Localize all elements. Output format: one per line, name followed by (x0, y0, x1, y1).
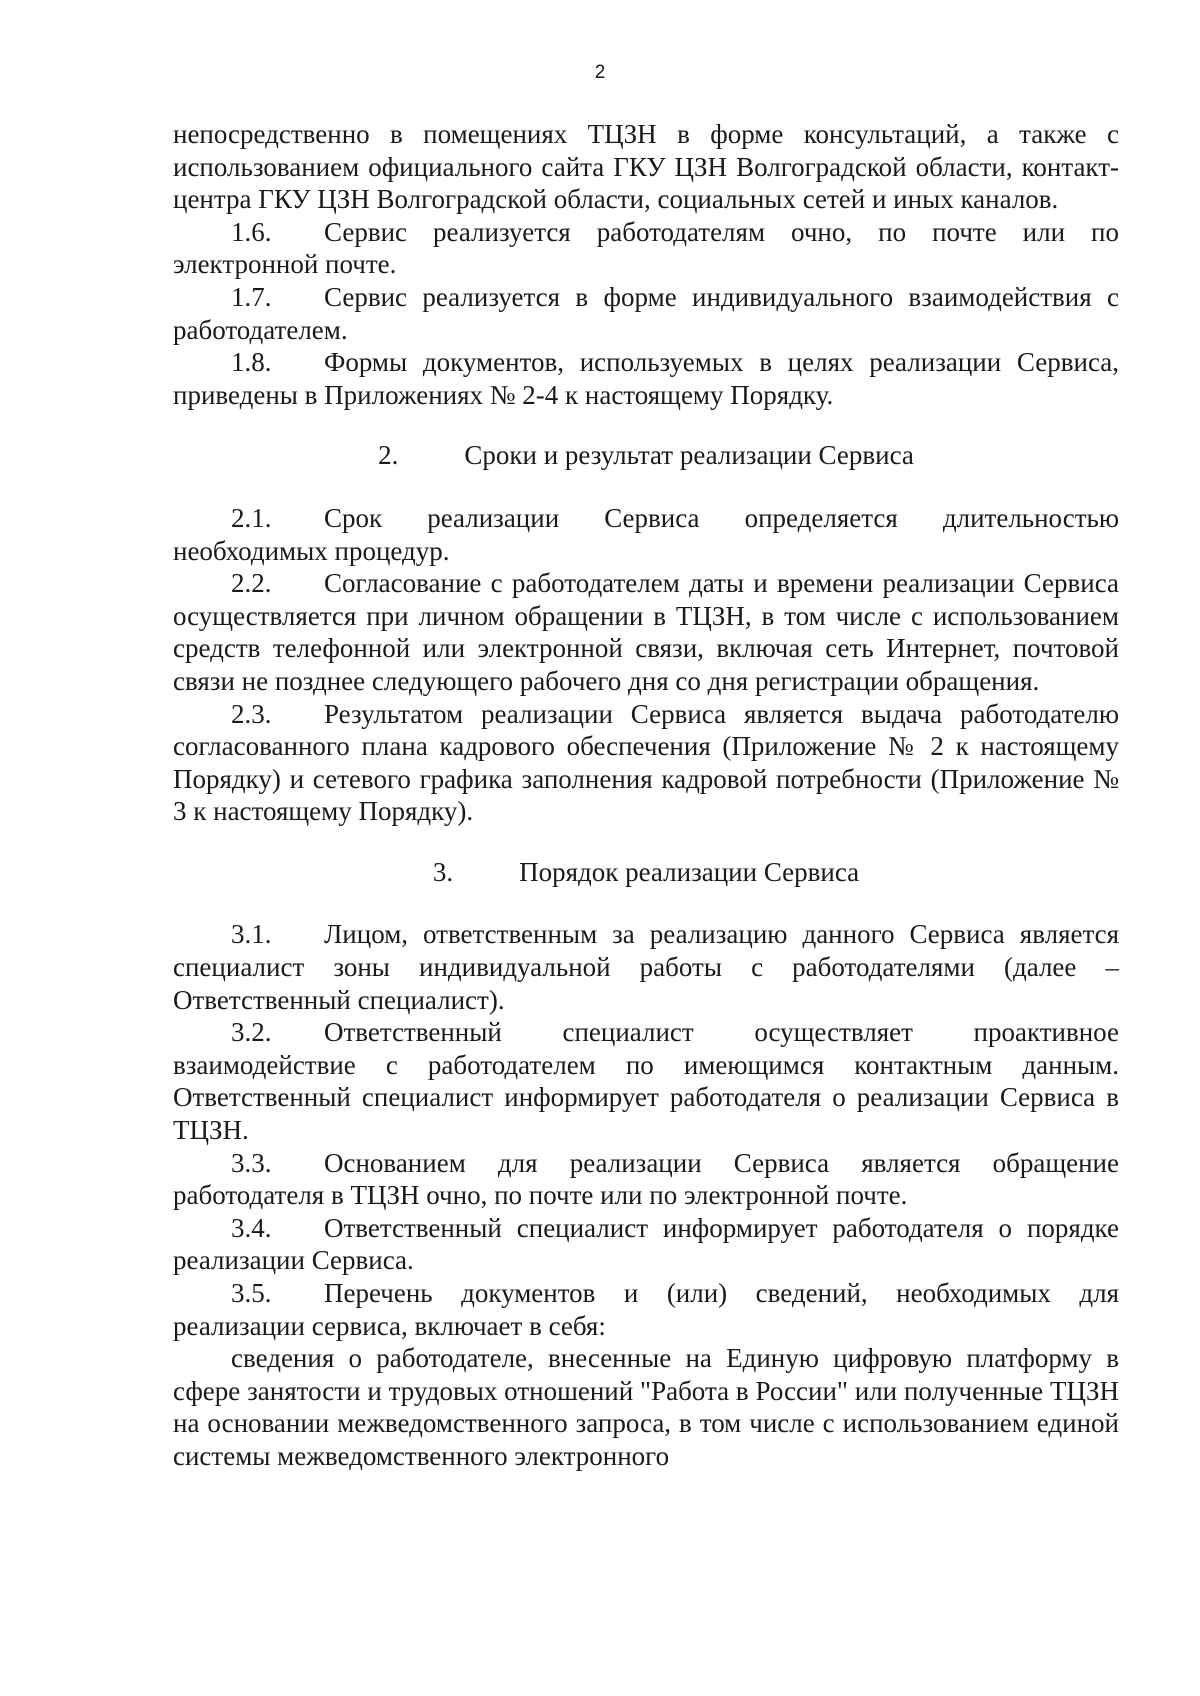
section-heading (173, 856, 1119, 889)
numbered-paragraph (173, 1147, 1119, 1212)
paragraph-number: 3.1. (231, 919, 272, 950)
section-title: Порядок реализации Сервиса (519, 856, 860, 887)
paragraph-text: Результатом реализации Сервиса является выдача работодателю согласованного плана кадрового обеспечения (Приложение № 2 к настоящему Порядку) и сетевого графика заполнения кадровой потребности (Приложение № 3 к настоящему Порядку). (173, 698, 1119, 827)
paragraph-number: 3.5. (231, 1278, 272, 1308)
paragraph-number: 2.2. (231, 568, 272, 599)
paragraph: непосредственно в помещениях ТЦЗН в форме консультаций, а также с использованием официального сайта ГКУ ЦЗН Волгоградской области, контакт-центра ГКУ ЦЗН Волгоградской области, социальных сетей и иных каналов. (173, 119, 1119, 215)
paragraph-number: 1.8. (231, 347, 272, 378)
numbered-paragraph (173, 502, 1119, 567)
paragraph-text: Срок реализации Сервиса определяется длительностью необходимых процедур. (173, 502, 1119, 566)
paragraph-text: Лицом, ответственным за реализацию данного Сервиса является специалист зоны индивидуальной работы с работодателями (далее – Ответственный специалист). (173, 919, 1119, 1015)
paragraph-text: Ответственный специалист осуществляет проактивное взаимодействие с работодателем по имеющимся контактным данным. Ответственный специалист информирует работодателя о реализации Сервиса в ТЦЗН. (173, 1017, 1119, 1146)
paragraph-number: 1.6. (231, 216, 272, 247)
paragraph-text: Перечень документов и (или) сведений, необходимых для реализации сервиса, включает в себя: (173, 1278, 1119, 1341)
paragraph-number: 3.4. (231, 1212, 272, 1243)
document-body (173, 118, 1119, 1473)
paragraph-text: Согласование с работодателем даты и времени реализации Сервиса осуществляется при личном обращении в ТЦЗН, в том числе с использованием средств телефонной или электронной связи, включая сеть Интернет, почтовой связи не позднее следующего рабочего дня со дня регистрации обращения. (173, 568, 1119, 696)
paragraph-text: Сервис реализуется работодателям очно, по почте или по электронной почте. (173, 216, 1119, 280)
paragraph-number: 2.3. (231, 698, 272, 729)
paragraph-text: Формы документов, используемых в целях реализации Сервиса, приведены в Приложениях № 2-4 к настоящему Порядку. (173, 347, 1119, 410)
numbered-paragraph (173, 567, 1119, 697)
numbered-paragraph (173, 346, 1119, 411)
numbered-paragraph (173, 698, 1119, 828)
paragraph-number: 3.2. (231, 1017, 272, 1048)
section-heading (173, 439, 1119, 472)
numbered-paragraph (173, 1277, 1119, 1342)
section-number: 2. (378, 440, 399, 471)
section-title: Сроки и результат реализации Сервиса (464, 440, 914, 471)
paragraph-text: Ответственный специалист информирует работодателя о порядке реализации Сервиса. (173, 1212, 1119, 1276)
paragraph-text: Сервис реализуется в форме индивидуального взаимодействия с работодателем. (173, 281, 1119, 345)
page-number: 2 (594, 62, 606, 83)
numbered-paragraph (173, 216, 1119, 281)
paragraph-number: 2.1. (231, 502, 272, 533)
numbered-paragraph (173, 1212, 1119, 1277)
numbered-paragraph (173, 918, 1119, 1016)
section-number: 3. (432, 856, 454, 887)
numbered-paragraph (173, 281, 1119, 346)
numbered-paragraph (173, 1016, 1119, 1146)
paragraph-number: 3.3. (231, 1147, 272, 1178)
paragraph: сведения о работодателе, внесенные на Единую цифровую платформу в сфере занятости и трудовых отношений "Работа в России" или полученные ТЦЗН на основании межведомственного запроса, в том числе с использованием единой системы межведомственного электронного (173, 1343, 1119, 1471)
paragraph-text: Основанием для реализации Сервиса является обращение работодателя в ТЦЗН очно, по почте или по электронной почте. (173, 1147, 1119, 1211)
paragraph-number: 1.7. (231, 281, 272, 312)
